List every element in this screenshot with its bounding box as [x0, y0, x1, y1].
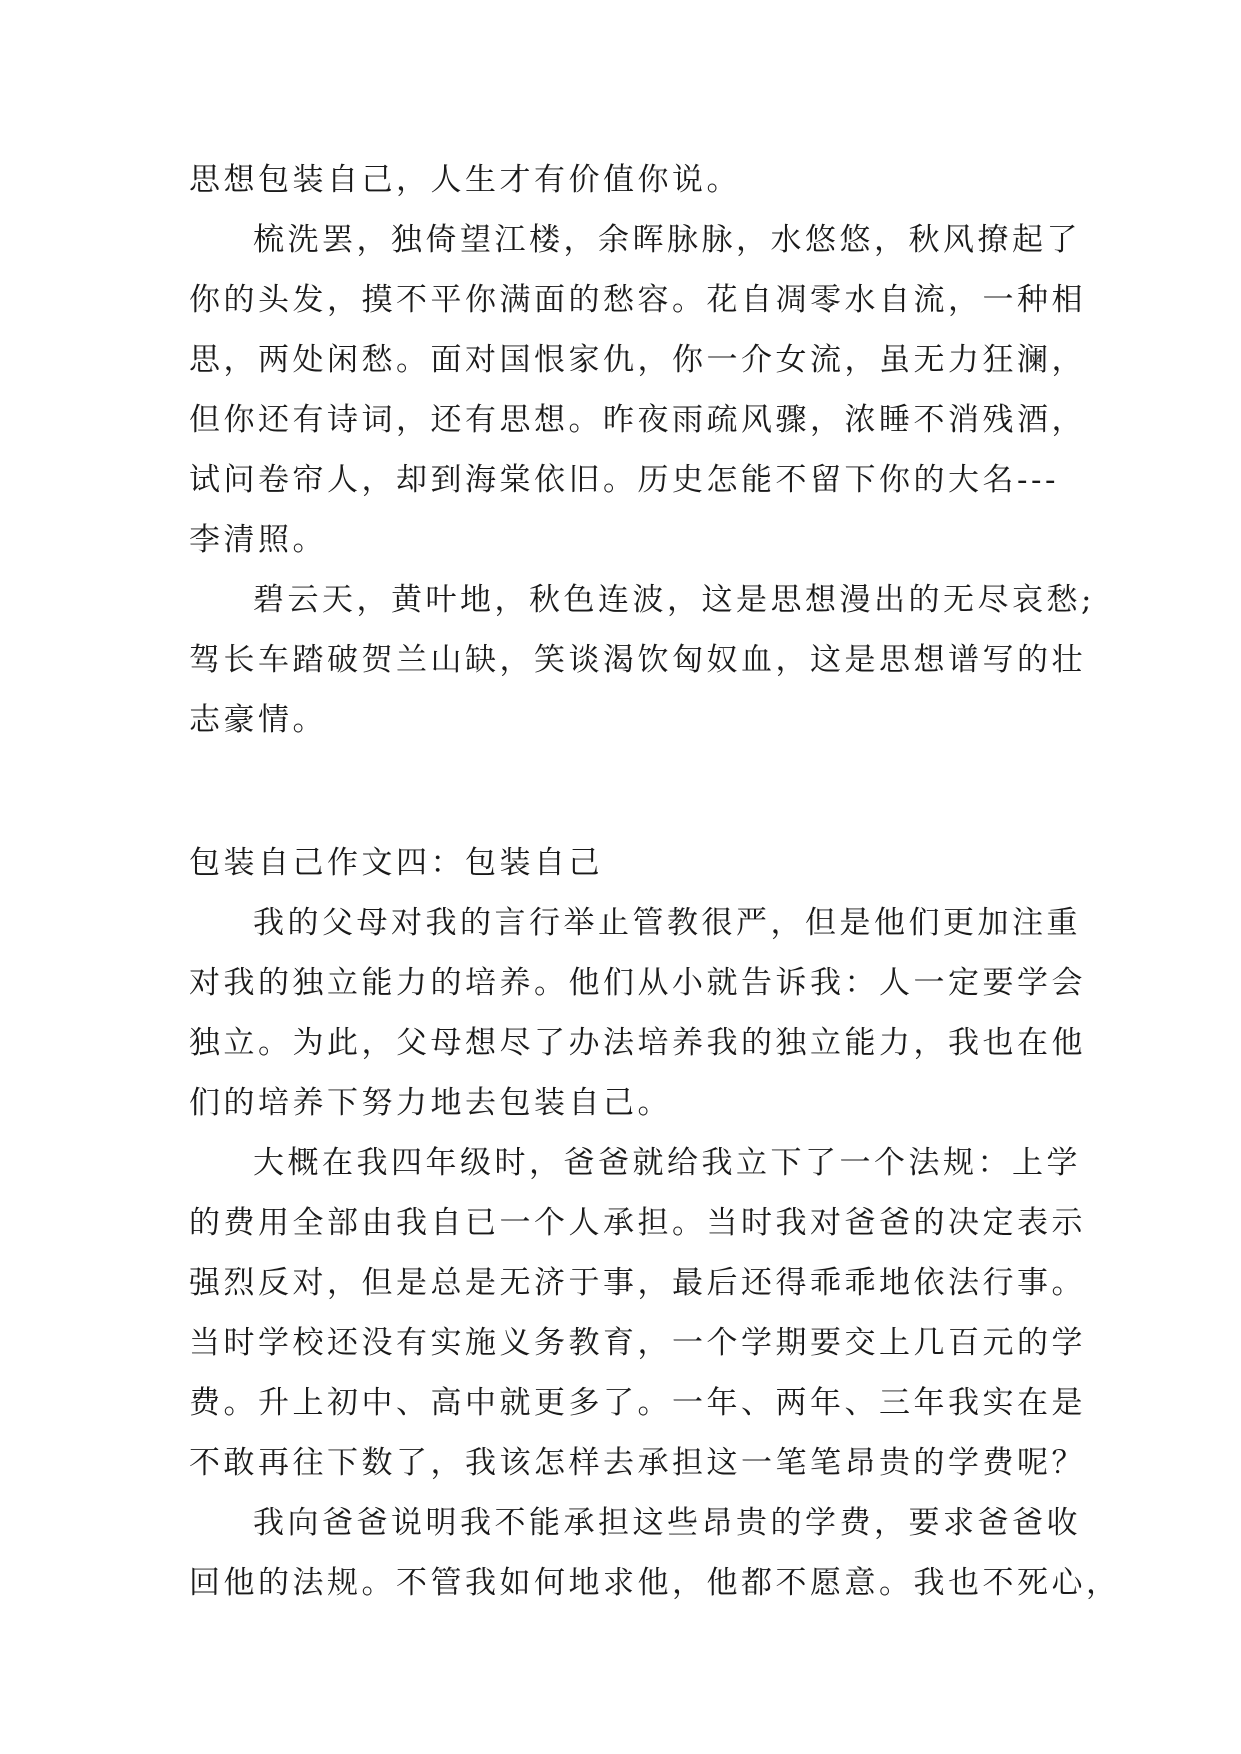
document-body	[189, 150, 1121, 1613]
text-line: 梳洗罢，独倚望江楼，余晖脉脉，水悠悠，秋风撩起了	[253, 222, 1081, 258]
section-heading	[189, 833, 1059, 893]
paragraph-spacer	[189, 750, 1059, 833]
text-line: 但你还有诗词，还有思想。昨夜雨疏风骤，浓睡不消残酒，	[189, 402, 1086, 438]
text-line: 强烈反对，但是总是无济于事，最后还得乖乖地依法行事。	[189, 1265, 1086, 1301]
paragraph	[189, 1133, 1086, 1493]
text-line: 当时学校还没有实施义务教育，一个学期要交上几百元的学	[189, 1325, 1086, 1361]
paragraph	[189, 210, 1086, 570]
text-line: 思，两处闲愁。面对国恨家仇，你一介女流，虽无力狂澜，	[189, 342, 1086, 378]
text-line: 大概在我四年级时，爸爸就给我立下了一个法规：上学	[253, 1145, 1081, 1181]
text-line: 思想包装自己，人生才有价值你说。	[189, 162, 741, 198]
text-line: 志豪情。	[189, 702, 327, 738]
text-line: 回他的法规。不管我如何地求他，他都不愿意。我也不死心，	[189, 1565, 1121, 1601]
paragraph	[189, 570, 1095, 750]
text-line: 们的培养下努力地去包装自己。	[189, 1085, 672, 1121]
text-line: 费。升上初中、高中就更多了。一年、两年、三年我实在是	[189, 1385, 1086, 1421]
paragraph	[189, 150, 1059, 210]
text-line: 独立。为此，父母想尽了办法培养我的独立能力，我也在他	[189, 1025, 1086, 1061]
text-line: 驾长车踏破贺兰山缺，笑谈渴饮匈奴血，这是思想谱写的壮	[189, 642, 1086, 678]
text-line: 的费用全部由我自已一个人承担。当时我对爸爸的决定表示	[189, 1205, 1086, 1241]
text-line: 对我的独立能力的培养。他们从小就告诉我：人一定要学会	[189, 965, 1086, 1001]
paragraph	[189, 1493, 1121, 1613]
paragraph	[189, 893, 1086, 1133]
text-line: 我向爸爸说明我不能承担这些昂贵的学费，要求爸爸收	[253, 1505, 1081, 1541]
text-line: 你的头发，摸不平你满面的愁容。花自凋零水自流，一种相	[189, 282, 1086, 318]
text-line: 碧云天，黄叶地，秋色连波，这是思想漫出的无尽哀愁;	[253, 582, 1095, 618]
text-line: 试问卷帘人，却到海棠依旧。历史怎能不留下你的大名---	[189, 462, 1059, 498]
text-line: 李清照。	[189, 522, 327, 558]
text-line: 我的父母对我的言行举止管教很严，但是他们更加注重	[253, 905, 1081, 941]
text-line: 包装自己作文四：包装自己	[189, 845, 603, 881]
text-line: 不敢再往下数了，我该怎样去承担这一笔笔昂贵的学费呢？	[189, 1445, 1086, 1481]
